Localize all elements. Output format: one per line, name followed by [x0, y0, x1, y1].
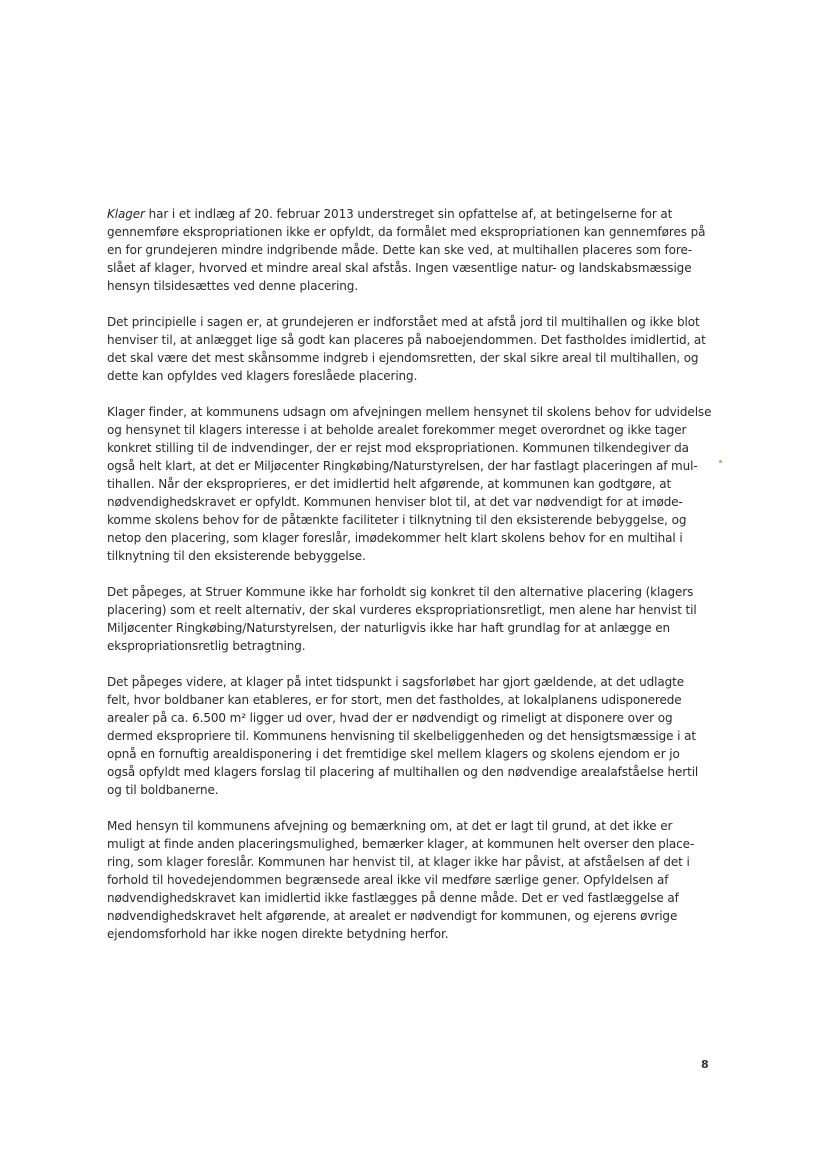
text-line: henviser til, at anlægget lige så godt kan placeres på naboejendommen. Det fastholdes imidlertid, at	[107, 333, 706, 347]
lead-word: Klager	[107, 207, 145, 221]
text-line: nødvendighedskravet er opfyldt. Kommunen henviser blot til, at det var nødvendigt for at imøde-	[107, 495, 683, 509]
text-line: opnå en fornuftig arealdisponering i det fremtidige skel mellem klagers og skolens ejendom er jo	[107, 747, 680, 761]
paragraph-1	[107, 205, 711, 295]
text-line: Klager har i et indlæg af 20. februar 2013 understreget sin opfattelse af, at betingelserne for at	[107, 207, 673, 221]
text-line: netop den placering, som klager foreslår, imødekommer helt klart skolens behov for en multihal i	[107, 531, 683, 545]
text-line: felt, hvor boldbaner kan etableres, er for stort, men det fastholdes, at lokalplanens udisponerede	[107, 693, 682, 707]
text-line: en for grundejeren mindre indgribende måde. Dette kan ske ved, at multihallen placeres som fore-	[107, 243, 692, 257]
text-line: det skal være det mest skånsomme indgreb i ejendomsretten, der skal sikre areal til multihallen, og	[107, 351, 699, 365]
text-line: Klager finder, at kommunens udsagn om afvejningen mellem hensynet til skolens behov for udvidelse	[107, 405, 712, 419]
text-line: tihallen. Når der eksproprieres, er det imidlertid helt afgørende, at kommunen kan godtgøre, at	[107, 477, 672, 491]
page-number: 8	[701, 1058, 709, 1071]
scan-speck	[719, 460, 722, 463]
text-line: Med hensyn til kommunens afvejning og bemærkning om, at det er lagt til grund, at det ikke er	[107, 819, 673, 833]
paragraph-4	[107, 583, 711, 655]
text-line: forhold til hovedejendommen begrænsede areal ikke vil medføre særlige gener. Opfyldelsen af	[107, 873, 669, 887]
document-body	[107, 205, 711, 961]
text-line: nødvendighedskravet helt afgørende, at arealet er nødvendigt for kommunen, og ejerens øvrige	[107, 909, 678, 923]
text-line: dette kan opfyldes ved klagers foreslåede placering.	[107, 369, 418, 383]
text-line: konkret stilling til de indvendinger, der er rejst mod ekspropriationen. Kommunen tilkendegiver da	[107, 441, 689, 455]
text-line: muligt at finde anden placeringsmulighed, bemærker klager, at kommunen helt overser den place-	[107, 837, 695, 851]
text-line: også opfyldt med klagers forslag til placering af multihallen og den nødvendige arealafståelse hertil	[107, 765, 699, 779]
text-line: Det påpeges videre, at klager på intet tidspunkt i sagsforløbet har gjort gældende, at det udlagte	[107, 675, 685, 689]
text-line: nødvendighedskravet kan imidlertid ikke fastlægges på denne måde. Det er ved fastlæggelse af	[107, 891, 679, 905]
text-line: placering) som et reelt alternativ, der skal vurderes ekspropriationsretligt, men alene har henvist til	[107, 603, 697, 617]
text-line: og til boldbanerne.	[107, 783, 219, 797]
text-line: Det påpeges, at Struer Kommune ikke har forholdt sig konkret til den alternative placering (klagers	[107, 585, 694, 599]
text-line: hensyn tilsidesættes ved denne placering.	[107, 279, 359, 293]
text-line: ring, som klager foreslår. Kommunen har henvist til, at klager ikke har påvist, at afståelsen af det i	[107, 855, 690, 869]
text-line: Miljøcenter Ringkøbing/Naturstyrelsen, der naturligvis ikke har haft grundlag for at anlægge en	[107, 621, 671, 635]
text-line: ekspropriationsretlig betragtning.	[107, 639, 306, 653]
text-line: komme skolens behov for de påtænkte faciliteter i tilknytning til den eksisterende bebyggelse, og	[107, 513, 687, 527]
paragraph-5	[107, 673, 711, 799]
text-line: ejendomsforhold har ikke nogen direkte betydning herfor.	[107, 927, 449, 941]
text-line: Det principielle i sagen er, at grundejeren er indforstået med at afstå jord til multihallen og ikke blot	[107, 315, 700, 329]
paragraph-3	[107, 403, 711, 565]
text-line: tilknytning til den eksisterende bebyggelse.	[107, 549, 366, 563]
text-line: dermed ekspropriere til. Kommunens henvisning til skelbeliggenheden og det hensigtsmæssige i at	[107, 729, 696, 743]
text-line: gennemføre ekspropriationen ikke er opfyldt, da formålet med ekspropriationen kan gennemføres på	[107, 225, 706, 239]
paragraph-2	[107, 313, 711, 385]
paragraph-6	[107, 817, 711, 943]
text-line: også helt klart, at det er Miljøcenter Ringkøbing/Naturstyrelsen, der har fastlagt placeringen af mul-	[107, 459, 698, 473]
text-line: arealer på ca. 6.500 m² ligger ud over, hvad der er nødvendigt og rimeligt at disponere over og	[107, 711, 673, 725]
text-line: slået af klager, hvorved et mindre areal skal afstås. Ingen væsentlige natur- og landskabsmæssige	[107, 261, 692, 275]
text-line: og hensynet til klagers interesse i at beholde arealet forekommer meget overordnet og ikke tager	[107, 423, 687, 437]
